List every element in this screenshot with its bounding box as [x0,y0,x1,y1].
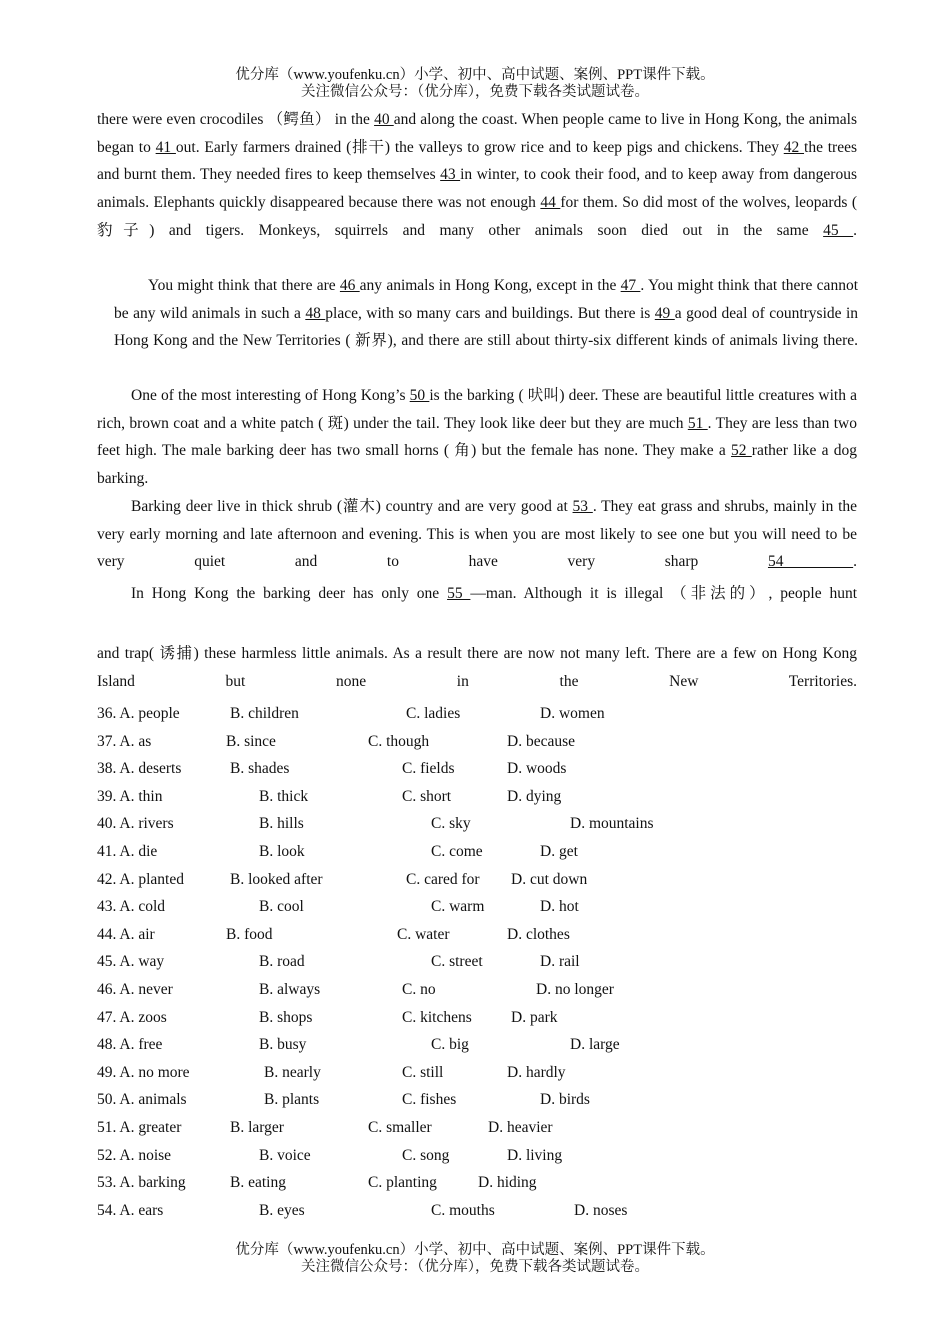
blank-41: 41 [155,138,176,156]
passage-paragraph-5: In Hong Kong the barking deer has only one 55 —man. Although it is illegal （非法的）, people hunt [131,585,858,602]
blank-43: 43 [440,166,461,184]
blank-52: 52 [731,442,752,460]
question-option-c: C. big [431,1036,469,1054]
question-option-d: D. large [570,1036,620,1054]
question-option-c: C. street [431,953,483,971]
blank-44: 44 [540,194,561,212]
question-row [97,1086,857,1114]
blank-40: 40 [374,111,394,128]
blank-46: 46 [339,277,360,294]
passage-paragraph-1: there were even crocodiles （鳄鱼） in the 40 and along the coast. When people came to live in Hong Kong, the animals began to 41 out. Early farmers drained (排干) the valleys to grow rice and to keep pigs and chickens. They 42 the trees and burnt them. They needed fires to keep themselves 43 in winter, to cook their food, and to keep away from dangerous animals. Elephants quickly disappeared because there was not enough 44 for them. So did most of the wolves, leopards ( 豹子) and tigers. Monkeys, squirrels and many other animals soon died out in the same 45 . [97,111,858,239]
page-header [0,67,950,101]
question-option-d: D. hiding [478,1174,537,1192]
question-option-b: B. shades [230,760,290,778]
question-option-a: 40. A. rivers [97,815,174,833]
question-option-a: 43. A. cold [97,898,166,916]
question-row [97,783,857,811]
question-option-c: C. warm [431,898,485,916]
blank-47: 47 [620,277,641,294]
blank-42: 42 [783,138,805,156]
question-option-b: B. since [226,732,276,750]
question-option-a: 41. A. die [97,842,158,860]
question-option-c: C. water [397,925,450,943]
question-option-c: C. kitchens [402,1008,472,1026]
passage-paragraph-2: You might think that there are 46 any animals in Hong Kong, except in the 47 . You might think that there cannot be any wild animals in such a 48 place, with so many cars and buildings. But there is 49 a good deal of countryside in Hong Kong and the New Territories ( 新界), and there are still about thirty-six different kinds of animals living there. [114,277,859,350]
question-option-c: C. smaller [368,1118,432,1136]
question-option-a: 53. A. barking [97,1174,186,1192]
question-row [97,755,857,783]
question-row [97,1004,857,1032]
question-option-d: D. hot [540,898,579,916]
question-option-a: 45. A. way [97,953,165,971]
question-option-d: D. heavier [488,1118,553,1136]
answer-options [97,700,857,1224]
question-row [97,1142,857,1170]
question-option-c: C. fields [402,760,455,778]
question-option-d: D. cut down [511,870,588,888]
question-row [97,1114,857,1142]
question-option-b: B. larger [230,1118,284,1136]
blank-49: 49 [654,304,675,322]
question-row [97,948,857,976]
blank-48: 48 [305,304,326,322]
question-option-c: C. planting [368,1174,437,1192]
header-line-2: 关注微信公众号：（优分库），免费下载各类试题试卷。 [301,84,649,100]
question-option-b: B. voice [259,1146,311,1164]
question-option-d: D. rail [540,953,580,971]
passage-paragraph-4: Barking deer live in thick shrub (灌木) country and are very good at 53 . They eat grass and shrubs, mainly in the very early morning and late afternoon and evening. This is when you are most likely to see one but you will need to be very quiet and to have very sharp 54 . [97,498,858,571]
question-option-b: B. food [226,925,273,943]
question-option-b: B. always [259,980,321,998]
page-footer [0,1242,950,1276]
footer-line-2: 关注微信公众号：（优分库），免费下载各类试题试卷。 [301,1259,649,1275]
question-option-b: B. look [259,842,305,860]
question-option-c: C. song [402,1146,450,1164]
question-option-c: C. short [402,787,452,805]
passage-paragraph-6: and trap( 诱捕) these harmless little animals. As a result there are now not many left. There are a few on Hong Kong Island but none in the New Territories. [97,645,857,690]
question-option-c: C. fishes [402,1091,457,1109]
question-row [97,1169,857,1197]
question-option-c: C. still [402,1063,444,1081]
question-option-d: D. clothes [507,925,570,943]
question-option-b: B. cool [259,898,304,916]
question-option-c: C. cared for [406,870,480,888]
blank-51: 51 [687,414,708,432]
question-option-d: D. get [540,842,578,860]
question-option-b: B. thick [259,787,309,805]
question-option-d: D. women [540,705,605,722]
question-option-a: 49. A. no more [97,1063,190,1081]
question-option-b: B. eating [230,1174,286,1192]
question-option-a: 51. A. greater [97,1118,182,1136]
blank-55: 55 [447,585,471,602]
question-option-c: C. come [431,842,483,860]
passage-paragraph-3: One of the most interesting of Hong Kong’s 50 is the barking ( 吠叫) deer. These are beautiful little creatures with a rich, brown coat and a white patch ( 斑) under the tail. They look like deer but they are much 51 . They are less than two feet high. The male barking deer has two small horns ( 角) but the female has none. They make a 52 rather like a dog barking. [97,387,858,488]
question-row [97,866,857,894]
question-option-a: 46. A. never [97,980,173,998]
question-option-b: B. eyes [259,1201,305,1219]
question-option-a: 38. A. deserts [97,760,182,778]
question-option-a: 37. A. as [97,732,152,750]
question-option-b: B. road [259,953,305,971]
question-option-b: B. plants [264,1091,320,1109]
question-row [97,838,857,866]
blank-53: 53 [572,498,593,515]
question-option-b: B. hills [259,815,304,833]
question-option-c: C. no [402,980,436,998]
question-option-d: D. dying [507,787,562,805]
question-option-d: D. hardly [507,1063,566,1081]
question-row [97,1197,857,1225]
blank-54: 54 [767,553,854,571]
question-option-d: D. woods [507,760,567,778]
question-option-a: 44. A. air [97,925,155,943]
question-option-b: B. children [230,705,299,722]
question-option-b: B. busy [259,1036,307,1054]
question-row [97,700,857,728]
question-option-a: 54. A. ears [97,1201,164,1219]
question-option-c: C. mouths [431,1201,495,1219]
question-option-a: 42. A. planted [97,870,184,888]
question-option-b: B. shops [259,1008,313,1026]
question-option-a: 52. A. noise [97,1146,172,1164]
question-option-d: D. no longer [536,980,614,998]
question-option-d: D. mountains [570,815,654,833]
question-option-a: 48. A. free [97,1036,163,1054]
question-row [97,1031,857,1059]
question-row [97,921,857,949]
footer-line-1: 优分库（www.youfenku.cn）小学、初中、高中试题、案例、PPT课件下载。 [235,1242,715,1258]
question-option-d: D. living [507,1146,563,1164]
question-option-d: D. park [511,1008,558,1026]
question-option-c: C. though [368,732,430,750]
header-line-1: 优分库（www.youfenku.cn）小学、初中、高中试题、案例、PPT课件下载。 [235,67,715,83]
question-option-a: 47. A. zoos [97,1008,167,1026]
question-option-b: B. nearly [264,1063,321,1081]
question-row [97,976,857,1004]
question-option-a: 36. A. people [97,705,180,722]
question-option-d: D. because [507,732,575,750]
question-option-c: C. sky [431,815,471,833]
question-option-a: 39. A. thin [97,787,163,805]
question-row [97,1059,857,1087]
question-option-b: B. looked after [230,870,323,888]
question-option-c: C. ladies [406,705,461,722]
question-option-d: D. birds [540,1091,590,1109]
blank-45: 45 [823,221,854,239]
question-row [97,728,857,756]
question-row [97,893,857,921]
question-option-a: 50. A. animals [97,1091,187,1109]
question-row [97,810,857,838]
blank-50: 50 [409,387,430,404]
question-option-d: D. noses [574,1201,628,1219]
